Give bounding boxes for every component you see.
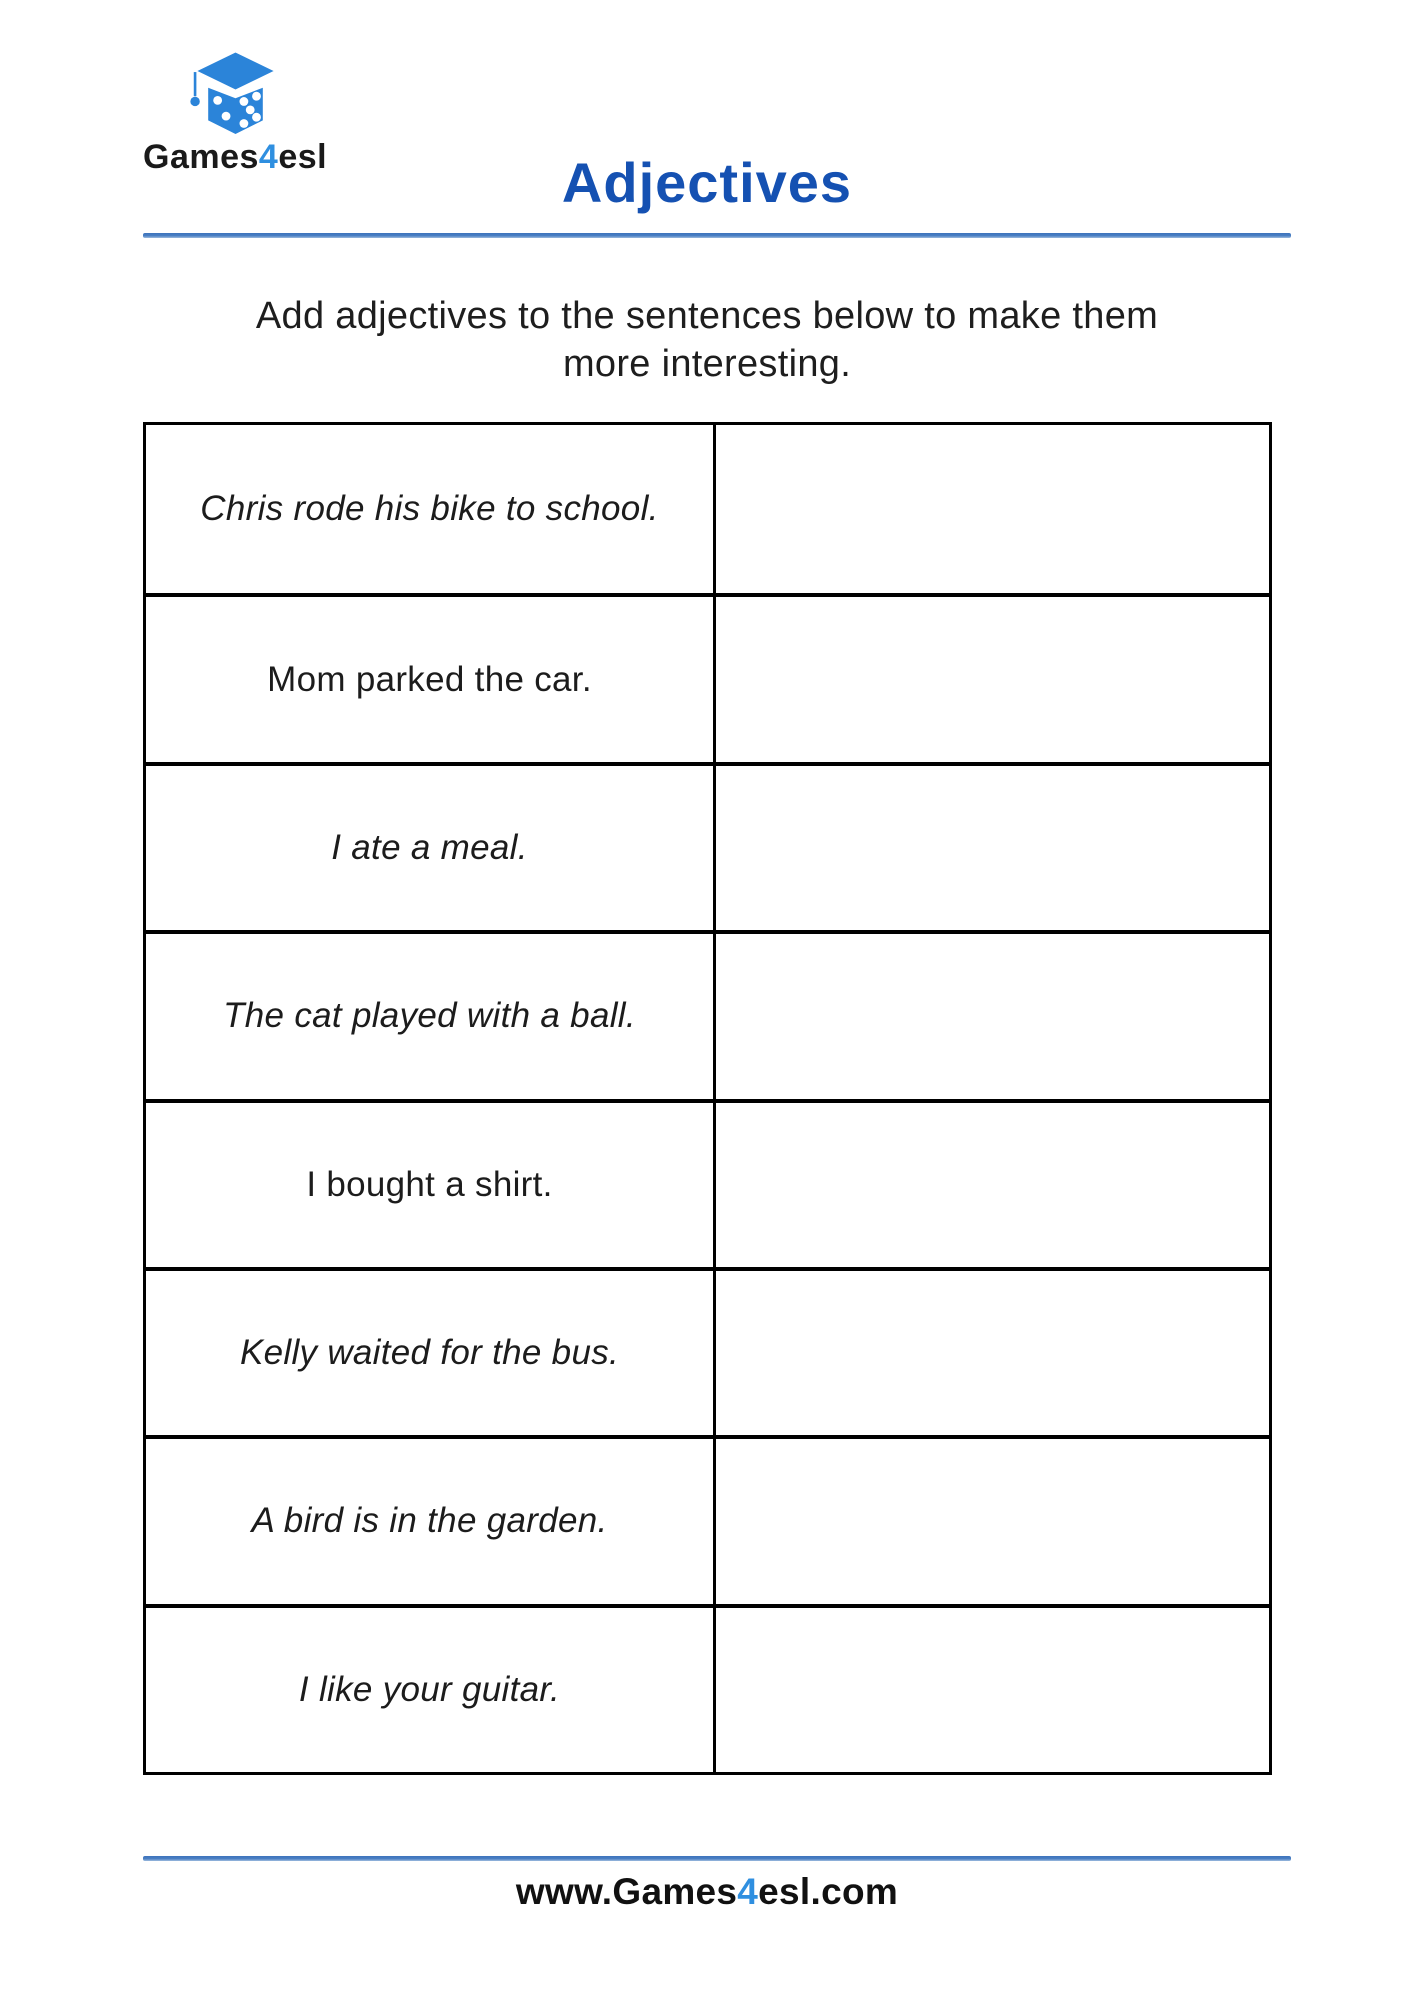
sentence-cell: Chris rode his bike to school. [146, 425, 716, 593]
table-row [146, 425, 1269, 593]
footer-url-suffix: esl.com [758, 1871, 899, 1912]
sentence-cell: I like your guitar. [146, 1608, 716, 1772]
footer-divider [143, 1856, 1291, 1861]
table-row [146, 1435, 1269, 1603]
brand-suffix: esl [278, 138, 328, 176]
footer-url [0, 1869, 1414, 1915]
sentence-cell: A bird is in the garden. [146, 1439, 716, 1603]
answer-cell[interactable] [716, 766, 1269, 930]
sentence-cell: The cat played with a ball. [146, 934, 716, 1098]
table-row [146, 1099, 1269, 1267]
brand-prefix: Games [143, 138, 259, 176]
answer-cell[interactable] [716, 1439, 1269, 1603]
sentences-table [143, 422, 1272, 1775]
table-row [146, 930, 1269, 1098]
answer-cell[interactable] [716, 934, 1269, 1098]
page-title: Adjectives [561, 151, 853, 214]
sentence-cell: I bought a shirt. [146, 1103, 716, 1267]
sentence-cell: I ate a meal. [146, 766, 716, 930]
dice-graduation-cap-icon [183, 50, 288, 134]
instruction-text [0, 292, 1414, 388]
answer-cell[interactable] [716, 1103, 1269, 1267]
header-divider [143, 233, 1291, 238]
table-row [146, 593, 1269, 761]
table-row [146, 1604, 1269, 1772]
answer-cell[interactable] [716, 597, 1269, 761]
table-row [146, 1267, 1269, 1435]
brand-number: 4 [258, 138, 279, 176]
answer-cell[interactable] [716, 1608, 1269, 1772]
footer-url-number: 4 [737, 1871, 759, 1912]
answer-cell[interactable] [716, 425, 1269, 593]
instruction-line-2: more interesting. [562, 343, 852, 385]
instruction-line-1: Add adjectives to the sentences below to make them [255, 295, 1159, 337]
footer-url-prefix: www.Games [515, 1871, 738, 1912]
table-row [146, 762, 1269, 930]
answer-cell[interactable] [716, 1271, 1269, 1435]
sentence-cell: Mom parked the car. [146, 597, 716, 761]
sentence-cell: Kelly waited for the bus. [146, 1271, 716, 1435]
